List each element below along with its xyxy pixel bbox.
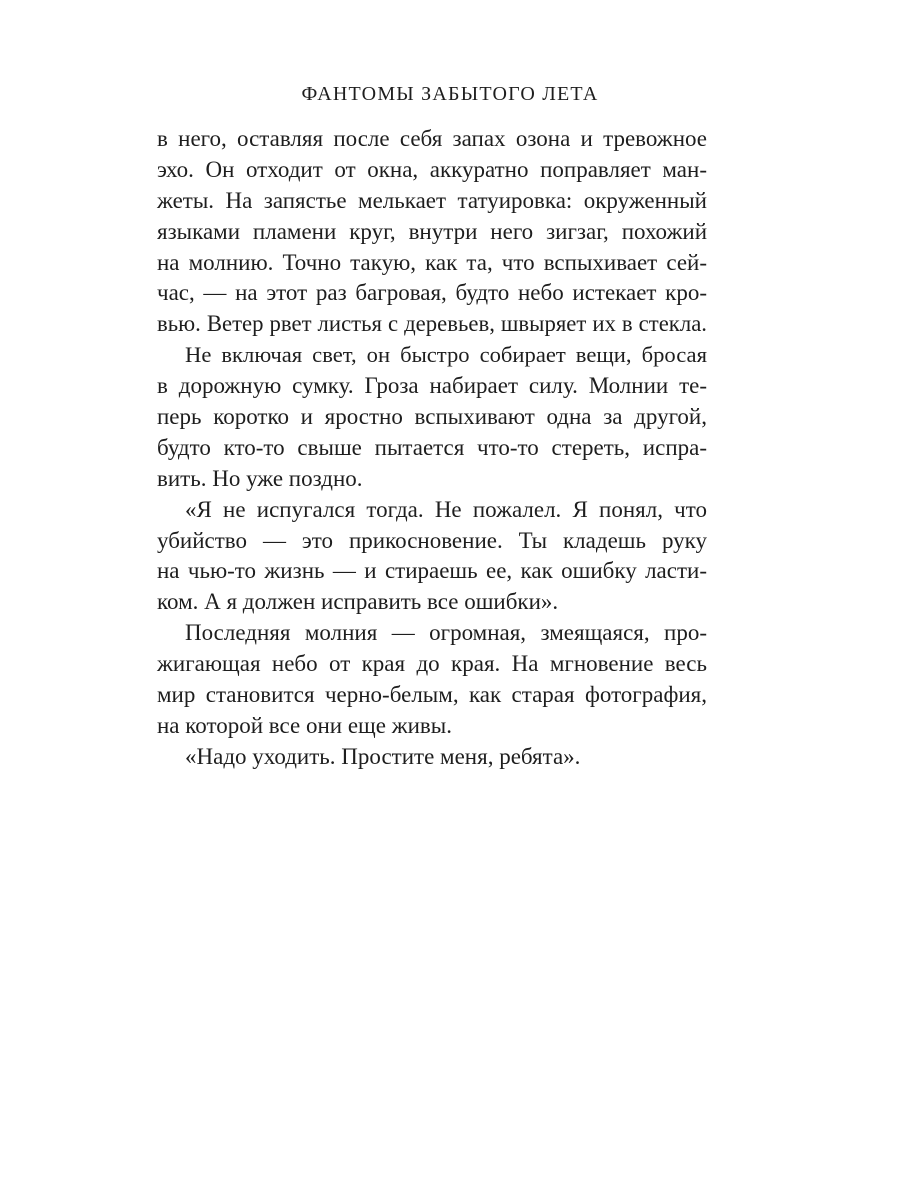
text-line: на молнию. Точно такую, как та, что вспыхивает сей- [157, 249, 707, 275]
text-line: жигающая небо от края до края. На мгновение весь [157, 651, 707, 677]
text-line: на которой все они еще живы. [157, 712, 452, 738]
text-line: мир становится черно-белым, как старая фотография, [157, 682, 707, 708]
text-line: «Я не испугался тогда. Не пожалел. Я понял, что [185, 496, 707, 522]
text-line: ком. А я должен исправить все ошибки». [157, 589, 559, 615]
text-line: Не включая свет, он быстро собирает вещи, бросая [185, 342, 707, 368]
body-text [157, 124, 707, 773]
text-line: вить. Но уже поздно. [157, 465, 363, 491]
text-line: вью. Ветер рвет листья с деревьев, швыряет их в стекла. [157, 311, 707, 337]
running-head: ФАНТОМЫ ЗАБЫТОГО ЛЕТА [301, 83, 599, 105]
text-line: будто кто-то свыше пытается что-то стереть, испра- [157, 434, 707, 460]
text-line: в дорожную сумку. Гроза набирает силу. Молнии те- [157, 373, 707, 399]
text-line: в него, оставляя после себя запах озона и тревожное [157, 126, 707, 151]
text-line: жеты. На запястье мелькает татуировка: окруженный [157, 187, 707, 213]
text-line: перь коротко и яростно вспыхивают одна за другой, [157, 404, 707, 430]
text-line: убийство — это прикосновение. Ты кладешь руку [157, 527, 707, 553]
text-line: час, — на этот раз багровая, будто небо истекает кро- [157, 280, 707, 306]
text-line: на чью-то жизнь — и стираешь ее, как ошибку ласти- [157, 558, 707, 584]
text-line: «Надо уходить. Простите меня, ребята». [185, 743, 581, 769]
text-line: языками пламени круг, внутри него зигзаг, похожий [157, 218, 707, 244]
text-line: эхо. Он отходит от окна, аккуратно поправляет ман- [157, 156, 707, 182]
text-line: Последняя молния — огромная, змеящаяся, про- [185, 620, 707, 646]
